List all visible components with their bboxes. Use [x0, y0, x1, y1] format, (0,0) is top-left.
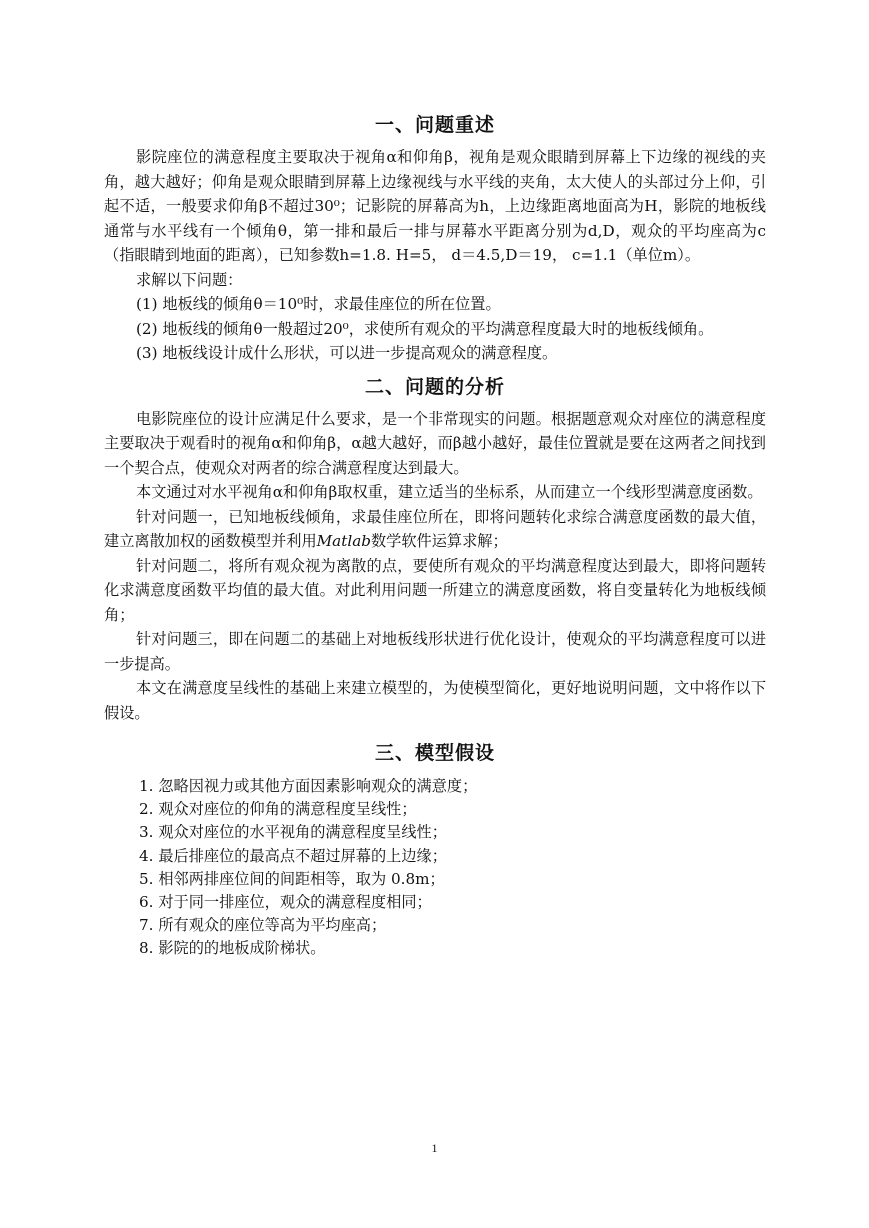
assumption-item: 6. 对于同一排座位，观众的满意程度相同；: [139, 893, 432, 912]
assumption-list: [104, 775, 766, 961]
paragraph-analysis-3: [104, 505, 766, 554]
assumption-item: 4. 最后排座位的最高点不超过屏幕的上边缘；: [139, 846, 447, 865]
assumption-item: 7. 所有观众的座位等高为平均座高；: [139, 916, 387, 935]
paragraph-analysis-1: 电影院座位的设计应满足什么要求，是一个非常现实的问题。根据题意观众对座位的满意程度主要取决于观看时的视角α和仰角β，α越大越好，而β越小越好，最佳位置就是要在这两者之间找到一个契合点，使观众对两者的综合满意程度达到最大。: [104, 409, 766, 477]
paragraph-problem-description: 影院座位的满意程度主要取决于视角α和仰角β，视角是观众眼睛到屏幕上下边缘的视线的夹角，越大越好；仰角是观众眼睛到屏幕上边缘视线与水平线的夹角，太大使人的头部过分上仰，引起不适，一般要求仰角β不超过30⁰；记影院的屏幕高为h，上边缘距离地面高为H，影院的地板线通常与水平线有一个倾角θ，第一排和最后一排与屏幕水平距离分别为d,D，观众的平均座高为c（指眼睛到地面的距离），已知参数h=1.8. H=5， d＝4.5,D＝19， c=1.1（单位m）。: [104, 148, 766, 264]
question-1: (1) 地板线的倾角θ＝10⁰时，求最佳座位的所在位置。: [136, 295, 501, 313]
question-2: (2) 地板线的倾角θ一般超过20⁰，求使所有观众的平均满意程度最大时的地板线倾角。: [136, 319, 714, 338]
section-title-model-assumptions: 三、模型假设: [374, 742, 495, 764]
paragraph-analysis-2: 本文通过对水平视角α和仰角β取权重，建立适当的坐标系，从而建立一个线形型满意度函数。: [136, 483, 763, 501]
matlab-term: Matlab: [316, 532, 371, 550]
question-3: (3) 地板线设计成什么形状，可以进一步提高观众的满意程度。: [136, 344, 558, 362]
section-title-problem-restatement: 一、问题重述: [374, 114, 495, 136]
paragraph-analysis-6: 本文在满意度呈线性的基础上来建立模型的，为使模型简化，更好地说明问题，文中将作以下假设。: [104, 679, 766, 722]
assumption-item: 5. 相邻两排座位间的间距相等，取为 0.8m；: [139, 869, 445, 888]
analysis-3-text-a: 针对问题一，已知地板线倾角，求最佳座位所在，即将问题转化求综合满意度函数的最大值，建立离散加权的函数模型并利用: [104, 507, 766, 550]
assumption-item: 8. 影院的的地板成阶梯状。: [139, 939, 326, 958]
analysis-3-text-b: 数学软件运算求解；: [370, 532, 508, 550]
section-title-problem-analysis: 二、问题的分析: [364, 375, 505, 398]
assumption-item: 2. 观众对座位的仰角的满意程度呈线性；: [139, 800, 417, 819]
assumption-item: 1. 忽略因视力或其他方面因素影响观众的满意度；: [139, 777, 478, 795]
paragraph-analysis-5: 针对问题三，即在问题二的基础上对地板线形状进行优化设计，使观众的平均满意程度可以进一步提高。: [104, 630, 766, 673]
paragraph-analysis-4: 针对问题二，将所有观众视为离散的点，要使所有观众的平均满意程度达到最大，即将问题转化求满意度函数平均值的最大值。对此利用问题一所建立的满意度函数，将自变量转化为地板线倾角；: [104, 556, 766, 624]
paragraph-solve-following: 求解以下问题：: [136, 270, 243, 289]
assumption-item: 3. 观众对座位的水平视角的满意程度呈线性；: [139, 823, 447, 842]
page-number: 1: [431, 1141, 438, 1155]
document-page: [104, 110, 766, 961]
